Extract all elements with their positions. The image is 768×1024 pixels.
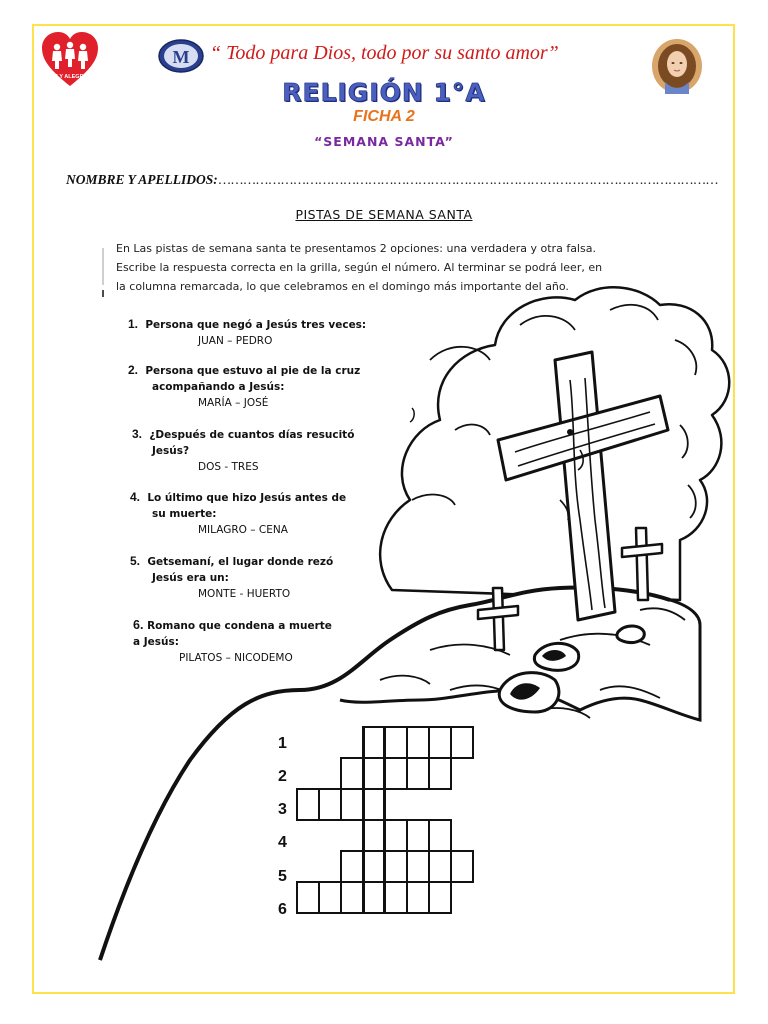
motto: “ Todo para Dios, todo por su santo amor” bbox=[210, 42, 559, 64]
instruction-line: la columna remarcada, lo que celebramos en el domingo más importante del año. bbox=[116, 280, 569, 293]
row-number: 4 bbox=[278, 834, 287, 851]
row-number: 5 bbox=[278, 868, 287, 885]
crossword-cell[interactable] bbox=[406, 757, 430, 790]
crossword-cell[interactable] bbox=[384, 726, 408, 759]
crossword-cell[interactable] bbox=[362, 726, 386, 759]
crossword-cell[interactable] bbox=[362, 881, 386, 914]
clue-6-options: PILATOS – NICODEMO bbox=[179, 652, 293, 664]
crossword-cell[interactable] bbox=[340, 850, 364, 883]
clue-2: 2. Persona que estuvo al pie de la cruz acompañando a Jesús: MARÍA – JOSÉ bbox=[128, 363, 361, 409]
crossword-cell[interactable] bbox=[406, 726, 430, 759]
section-title: PISTAS DE SEMANA SANTA bbox=[295, 207, 473, 222]
crossword-cell[interactable] bbox=[384, 819, 408, 852]
crossword-cell[interactable] bbox=[318, 788, 342, 821]
crossword-cell[interactable] bbox=[362, 757, 386, 790]
crossword-cell[interactable] bbox=[384, 850, 408, 883]
crossword-cell[interactable] bbox=[428, 757, 452, 790]
crossword-cell[interactable] bbox=[406, 881, 430, 914]
row-number: 1 bbox=[278, 735, 287, 752]
crossword-cell[interactable] bbox=[340, 757, 364, 790]
clue-5-options: MONTE - HUERTO bbox=[198, 588, 291, 600]
crossword-cell[interactable] bbox=[406, 819, 430, 852]
page-title: RELIGIÓN 1°A bbox=[282, 78, 486, 107]
crossword-cell[interactable] bbox=[406, 850, 430, 883]
crossword-cell[interactable] bbox=[340, 788, 364, 821]
crossword-cell[interactable] bbox=[318, 881, 342, 914]
crossword-cell[interactable] bbox=[450, 726, 474, 759]
row-number: 3 bbox=[278, 801, 287, 818]
crossword-cell[interactable] bbox=[450, 850, 474, 883]
crossword-cell[interactable] bbox=[384, 757, 408, 790]
crossword-cell[interactable] bbox=[296, 881, 320, 914]
svg-text:M: M bbox=[172, 47, 190, 67]
name-label: NOMBRE Y APELLIDOS: bbox=[66, 172, 218, 187]
clue-5: 5. Getsemaní, el lugar donde rezó Jesús era un: MONTE - HUERTO bbox=[130, 554, 334, 600]
clue-4-options: MILAGRO – CENA bbox=[198, 524, 288, 536]
row-number: 2 bbox=[278, 768, 287, 785]
crossword-cell[interactable] bbox=[362, 850, 386, 883]
clue-1: 1. Persona que negó a Jesús tres veces: JUAN – PEDRO bbox=[128, 317, 367, 347]
clue-3: 3. ¿Después de cuantos días resucitó Jesús? DOS - TRES bbox=[132, 427, 355, 473]
worksheet-number: FICHA 2 bbox=[353, 108, 415, 125]
clue-2-options: MARÍA – JOSÉ bbox=[198, 397, 269, 409]
crossword-cell[interactable] bbox=[428, 850, 452, 883]
crossword-cell[interactable] bbox=[428, 819, 452, 852]
crossword-cell[interactable] bbox=[362, 819, 386, 852]
clue-4: 4. Lo último que hizo Jesús antes de su muerte: MILAGRO – CENA bbox=[130, 490, 347, 536]
svg-text:FE Y ALEGRIA: FE Y ALEGRIA bbox=[50, 74, 90, 80]
clue-1-options: JUAN – PEDRO bbox=[198, 335, 273, 347]
crossword-cell[interactable] bbox=[296, 788, 320, 821]
crossword-cell[interactable] bbox=[428, 881, 452, 914]
clue-6: 6. Romano que condena a muerte a Jesús: PILATOS – NICODEMO bbox=[133, 618, 332, 664]
worksheet-theme: “SEMANA SANTA” bbox=[314, 134, 454, 149]
clue-3-options: DOS - TRES bbox=[198, 461, 259, 473]
instruction-line: En Las pistas de semana santa te presentamos 2 opciones: una verdadera y otra falsa. bbox=[116, 242, 596, 255]
crossword-cell[interactable] bbox=[428, 726, 452, 759]
crossword-grid bbox=[296, 726, 496, 930]
instruction-line: Escribe la respuesta correcta en la grilla, según el número. Al terminar se podrá leer, en bbox=[116, 261, 603, 274]
crossword-cell[interactable] bbox=[362, 788, 386, 821]
name-line: ………………………………………………………………………………………………………… bbox=[217, 172, 718, 187]
crossword-cell[interactable] bbox=[340, 881, 364, 914]
row-number: 6 bbox=[278, 901, 287, 918]
crossword-cell[interactable] bbox=[384, 881, 408, 914]
